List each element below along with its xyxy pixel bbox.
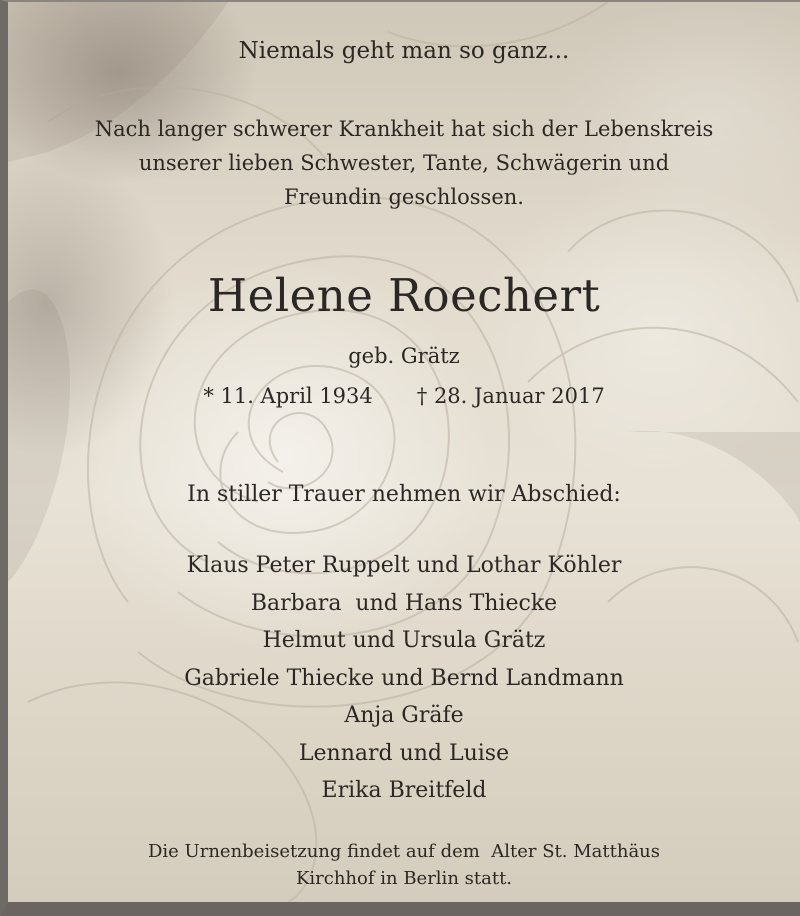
intro-paragraph: [8, 112, 800, 214]
maiden-name: geb. Grätz: [348, 344, 460, 368]
life-dates: [8, 384, 800, 408]
burial-line: Die Urnenbeisetzung findet auf dem Alter St. Matthäus: [147, 841, 661, 862]
mourner-entry: Helmut und Ursula Grätz: [262, 628, 546, 653]
mourner-entry: Gabriele Thiecke und Bernd Landmann: [184, 665, 624, 691]
intro-line: Freundin geschlossen.: [284, 185, 524, 209]
burial-line: Kirchhof in Berlin statt.: [295, 868, 513, 889]
mourner-entry: Barbara und Hans Thiecke: [250, 590, 558, 616]
mourner-entry: Klaus Peter Ruppelt und Lothar Köhler: [186, 553, 622, 578]
intro-line: Nach langer schwerer Krankheit hat sich der Lebenskreis: [94, 117, 714, 141]
burial-notice: [8, 838, 800, 892]
motto-text: Niemals geht man so ganz...: [238, 38, 570, 64]
death-date: † 28. Januar 2017: [416, 384, 605, 408]
deceased-name: Helene Roechert: [207, 269, 601, 322]
mourner-entry: Anja Gräfe: [344, 703, 464, 728]
intro-line: unserer lieben Schwester, Tante, Schwägerin und: [138, 151, 670, 175]
farewell-text: In stiller Trauer nehmen wir Abschied:: [187, 482, 621, 507]
mourners-list: [8, 547, 800, 810]
mourner-entry: Lennard und Luise: [298, 740, 510, 766]
mourner-entry: Erika Breitfeld: [321, 778, 487, 803]
birth-date: * 11. April 1934: [203, 384, 373, 408]
